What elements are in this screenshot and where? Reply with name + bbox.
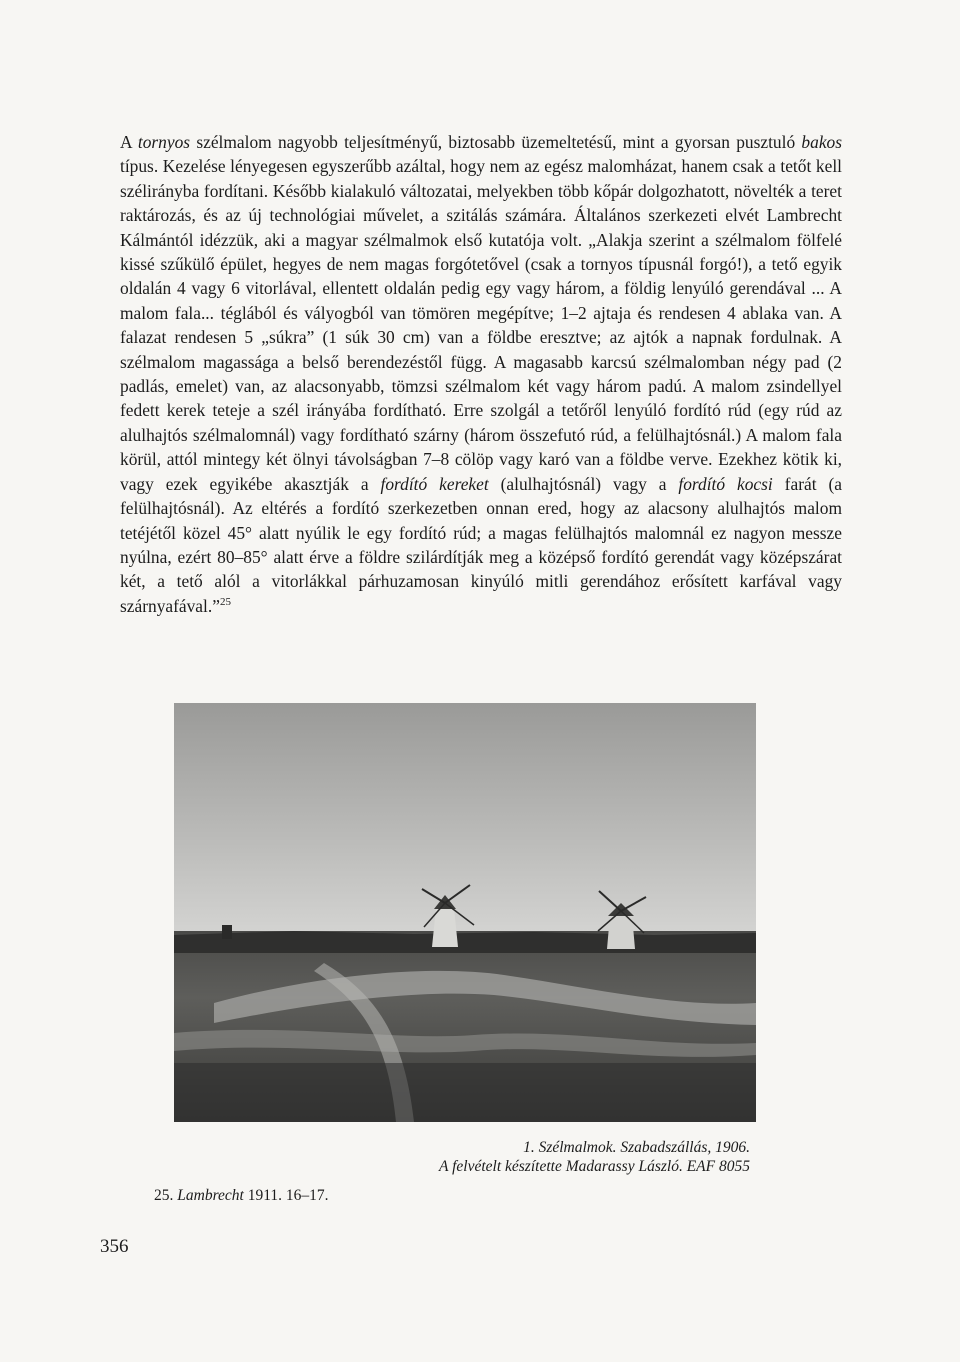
caption-line: A felvételt készítette Madarassy László. EAF 8055 [439,1158,750,1175]
footnote-author: Lambrecht [177,1187,244,1204]
footnote-text: 1911. 16–17. [243,1187,329,1204]
text-run: A [120,132,138,152]
italic-term-fordito-kereket: fordító kereket [380,473,489,494]
footnote-reference: 25 [219,595,231,608]
italic-term-bakos: bakos [801,132,842,152]
body-paragraph [120,130,842,618]
footnote-number: 25. [154,1187,174,1204]
text-run: szélmalom nagyobb teljesítményű, biztosabb üzemeltetésű, mint a gyorsan pusztuló [190,132,802,152]
figure-caption [250,1138,750,1176]
italic-term-tornyos: tornyos [137,132,191,152]
page-number: 356 [100,1236,129,1257]
text-run: típus. Kezelése lényegesen egyszerűbb azáltal, hogy nem az egész malomházat, hanem csak a tetőt kell szélirányba fordítani. Később kialakuló változatai, melyekben több kőpár dolgozhatott, növelték a teret raktározás, és az új technológiai művelet, a szitálás számára. Általános szerkezeti elvét Lambrecht Kálmántól idézzük, aki a magyar szélmalmok első kutatója volt. „Alakja szerint a szélmalom fölfelé kissé szűkülő épület, hegyes de nem magas forgótetővel (csak a tornyos típusnál forgó!), a tető egyik oldalán 4 vagy 6 vitorlával, ellentett oldalán pedig egy vagy három, a földig lenyúló gerendával ... A malom fala... téglából és vályogból van tömören megépítve; 1–2 ajtaja és rendesen 4 ablaka van. A falazat rendesen 5 „súkra” (1 súk 30 cm) van a földbe eresztve; az ajtók a napnak fordulnak. A szélmalom magassága a belső berendezéstől függ. A magasabb karcsú szélmalomban négy pad (2 padlás, emelet) van, az alacsonyabb, tömzsi szélmalom két vagy három padú. A malom zsindellyel fedett kerek teteje a szél irányába fordítható. Erre szolgál a tetőről lenyúló fordító rúd (egy rúd az alulhajtós szélmalomnál) vagy fordítható szárny (három összefutó rúd, a felülhajtósnál.) A malom fala körül, attól mintegy két ölnyi távolságban 7–8 cölöp vagy karó van a földbe verve. Ezekhez kötik ki, vagy ezek egyikébe akasztják a [120,156,842,494]
text-run: (alulhajtósnál) vagy a [488,473,679,494]
windmill-photograph [174,703,756,1122]
windmill-photo-illustration [174,703,756,1122]
caption-line: 1. Szélmalmok. Szabadszállás, 1906. [523,1139,750,1156]
footnote [154,1186,329,1205]
text-run: farát (a felülhajtósnál). Az eltérés a fordító szerkezetben onnan ered, hogy az alacsony alulhajtós malom tetéjétől közel 45° alatt nyúlik le egy fordító rúd; a magas felülhajtós malomnál ez nagyon messze nyúlna, ezért 80–85° alatt érve a földre szilárdítják meg a középső fordító gerendát vagy középszárat két, a tető alól a vitorlákkal párhuzamosan kinyúló mitli gerendához erősített karfával vagy szárnyafával.” [120,473,842,616]
italic-term-fordito-kocsi: fordító kocsi [678,473,773,494]
